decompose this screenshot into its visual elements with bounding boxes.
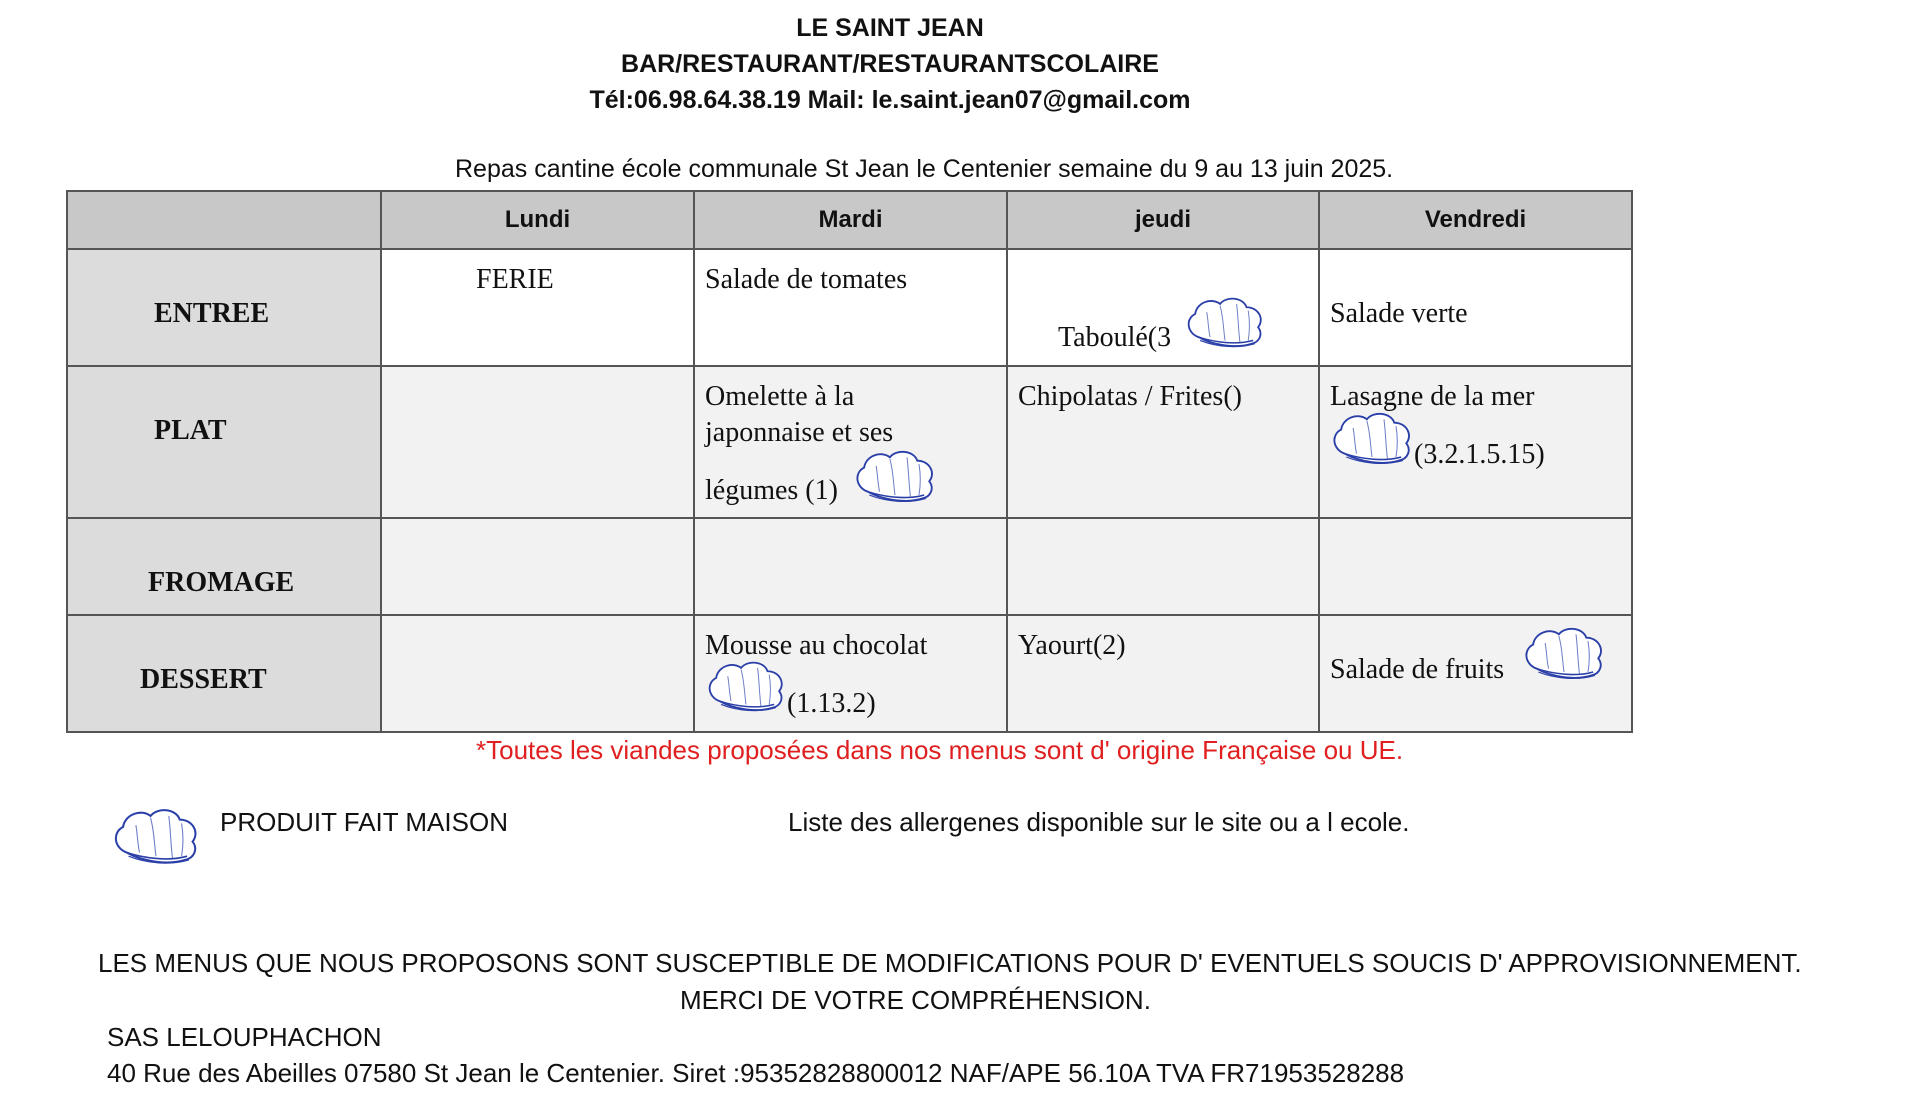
cell-fromage-mardi xyxy=(694,518,1007,615)
day-header-mardi: Mardi xyxy=(694,191,1007,249)
chef-hat-icon xyxy=(703,658,789,716)
menu-item-text: FERIE xyxy=(476,264,554,295)
cell-fromage-jeudi xyxy=(1007,518,1319,615)
row-dessert xyxy=(67,615,1632,732)
footer-thanks: MERCI DE VOTRE COMPRÉHENSION. xyxy=(680,985,1151,1015)
cell-plat-vendredi xyxy=(1319,366,1632,518)
row-label-dessert xyxy=(67,615,381,732)
day-header-vendredi: Vendredi xyxy=(1319,191,1632,249)
meat-origin-note: *Toutes les viandes proposées dans nos menus sont d' origine Française ou UE. xyxy=(476,735,1404,765)
cell-fromage-vendredi xyxy=(1319,518,1632,615)
cell-dessert-vendredi xyxy=(1319,615,1632,732)
corner-cell xyxy=(67,191,381,249)
cell-dessert-jeudi xyxy=(1007,615,1319,732)
menu-item-line: japonnaise et ses xyxy=(705,417,894,448)
menu-item-text: Chipolatas / Frites() xyxy=(1018,381,1242,412)
cell-fromage-lundi xyxy=(381,518,694,615)
row-label-plat xyxy=(67,366,381,518)
menu-item-line: légumes (1) xyxy=(705,475,838,506)
row-label-plat-text: PLAT xyxy=(154,415,227,446)
menu-item-line: Omelette à la xyxy=(705,381,855,412)
row-label-fromage xyxy=(67,518,381,615)
footer-disclaimer: LES MENUS QUE NOUS PROPOSONS SONT SUSCEPTIBLE DE MODIFICATIONS POUR D' EVENTUELS SOUCIS D' APPROVISIONNEMENT. xyxy=(98,948,1802,978)
menu-item-line: Lasagne de la mer xyxy=(1330,381,1535,412)
menu-item-text: Salade de tomates xyxy=(705,264,908,295)
chef-hat-icon xyxy=(1328,409,1416,469)
day-header-jeudi: jeudi xyxy=(1007,191,1319,249)
row-label-fromage-text: FROMAGE xyxy=(148,567,295,598)
chef-hat-icon xyxy=(1520,624,1608,684)
menu-item-text: Salade de fruits xyxy=(1330,654,1505,685)
legend-homemade: PRODUIT FAIT MAISON xyxy=(220,807,508,837)
cell-entree-mardi xyxy=(694,249,1007,366)
cell-dessert-mardi xyxy=(694,615,1007,732)
restaurant-contact: Tél:06.98.64.38.19 Mail: le.saint.jean07@gmail.com xyxy=(589,86,1191,114)
restaurant-name: LE SAINT JEAN xyxy=(796,14,984,42)
footer-address: 40 Rue des Abeilles 07580 St Jean le Centenier. Siret :95352828800012 NAF/APE 56.10A TVA FR71953528288 xyxy=(107,1058,1405,1088)
row-fromage xyxy=(67,518,1632,615)
cell-entree-jeudi xyxy=(1007,249,1319,366)
menu-item-text: Yaourt(2) xyxy=(1018,630,1126,661)
row-label-entree xyxy=(67,249,381,366)
cell-plat-mardi xyxy=(694,366,1007,518)
cell-plat-lundi xyxy=(381,366,694,518)
chef-hat-icon xyxy=(1182,294,1268,352)
row-label-dessert-text: DESSERT xyxy=(140,664,267,695)
day-header-row xyxy=(67,191,1632,249)
cell-dessert-lundi xyxy=(381,615,694,732)
row-entree xyxy=(67,249,1632,366)
menu-item-line: (1.13.2) xyxy=(787,688,876,719)
chef-hat-icon xyxy=(851,447,939,507)
cell-plat-jeudi xyxy=(1007,366,1319,518)
row-plat xyxy=(67,366,1632,518)
footer-company: SAS LELOUPHACHON xyxy=(107,1022,382,1052)
row-label-entree-text: ENTREE xyxy=(154,298,270,329)
menu-item-line: (3.2.1.5.15) xyxy=(1414,439,1545,470)
menu-item-text: Salade verte xyxy=(1330,298,1468,329)
cell-entree-vendredi xyxy=(1319,249,1632,366)
chef-hat-icon xyxy=(110,805,202,869)
menu-caption: Repas cantine école communale St Jean le Centenier semaine du 9 au 13 juin 2025. xyxy=(455,155,1394,183)
menu-item-text: Taboulé(3 xyxy=(1058,322,1172,353)
cell-entree-lundi xyxy=(381,249,694,366)
restaurant-activity: BAR/RESTAURANT/RESTAURANTSCOLAIRE xyxy=(621,50,1159,78)
menu-item-line: Mousse au chocolat xyxy=(705,630,928,661)
legend-allergens: Liste des allergenes disponible sur le site ou a l ecole. xyxy=(788,807,1410,837)
day-header-lundi: Lundi xyxy=(381,191,694,249)
menu-table xyxy=(66,190,1633,733)
